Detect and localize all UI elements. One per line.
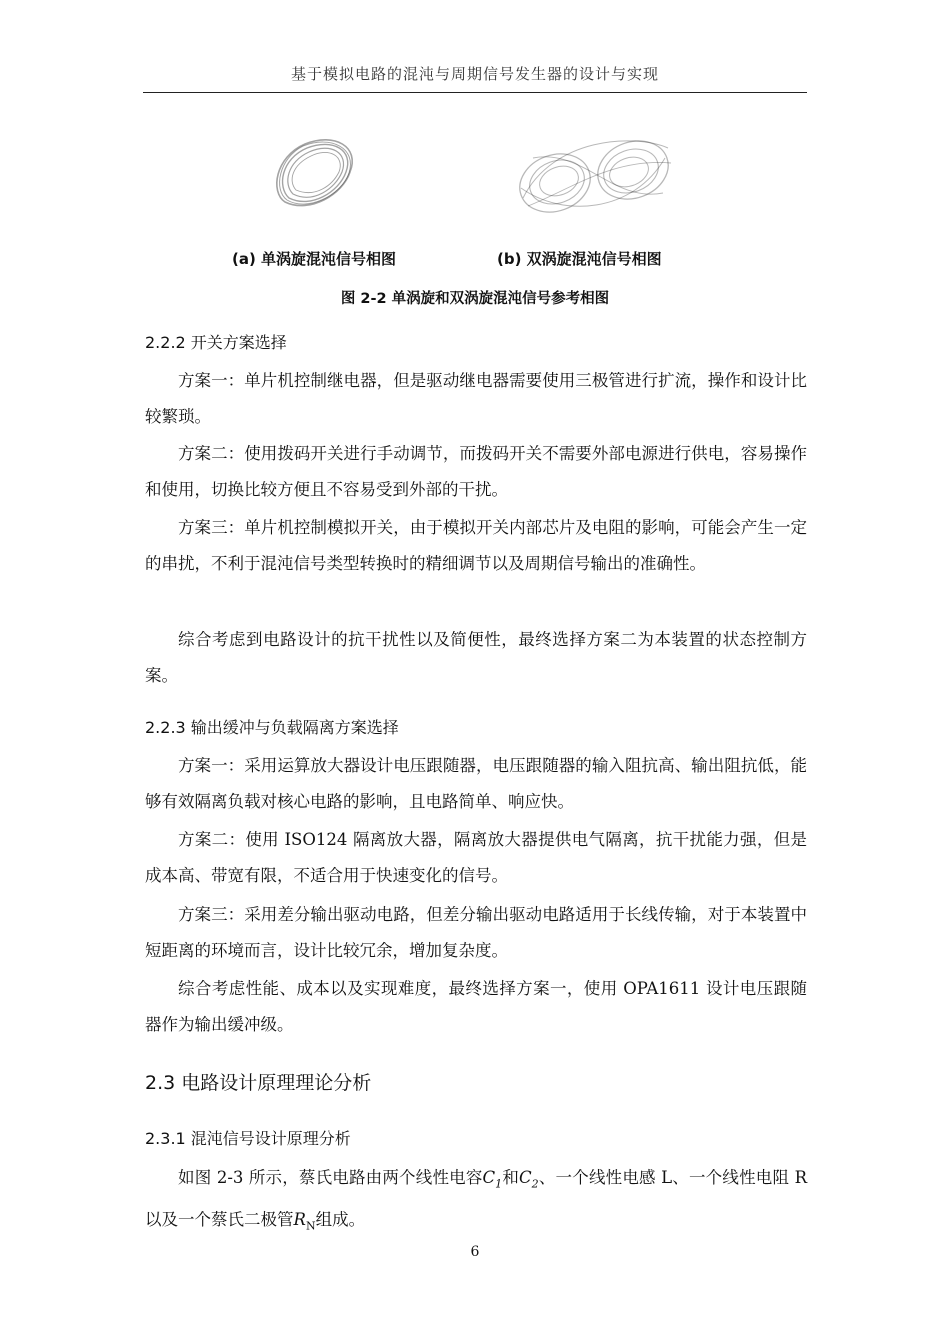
paragraph-2-2-2-conclusion: 综合考虑到电路设计的抗干扰性以及简便性，最终选择方案二为本装置的状态控制方案。 <box>145 630 807 685</box>
figure-caption-main: 图 2-2 单涡旋和双涡旋混沌信号参考相图 <box>340 291 610 307</box>
paragraph-2-2-3-conclusion: 综合考虑性能、成本以及实现难度，最终选择方案一，使用 OPA1611 设计电压跟随器作为输出缓冲级。 <box>145 979 807 1034</box>
intro-text-b: 和 <box>502 1168 520 1187</box>
intro-text-d: 组成。 <box>315 1210 366 1230</box>
figure-caption-b: (b) 双涡旋混沌信号相图 <box>497 250 662 268</box>
section-heading-2-2-2: 2.2.2 开关方案选择 <box>145 333 287 352</box>
paragraph-2-2-3-option2: 方案二：使用 ISO124 隔离放大器，隔离放大器提供电气隔离，抗干扰能力强，但是成本高、带宽有限，不适合用于快速变化的信号。 <box>145 830 807 885</box>
paragraph-2-2-2-option3: 方案三：单片机控制模拟开关，由于模拟开关内部芯片及电阻的影响，可能会产生一定的串扰，不利于混沌信号类型转换时的精细调节以及周期信号输出的准确性。 <box>145 518 807 573</box>
header-title: 基于模拟电路的混沌与周期信号发生器的设计与实现 <box>290 65 659 83</box>
section-heading-2-3-1: 2.3.1 混沌信号设计原理分析 <box>145 1129 351 1148</box>
paragraph-2-3-1-intro <box>145 1160 807 1245</box>
section-heading-2-3: 2.3 电路设计原理理论分析 <box>145 1072 372 1094</box>
page-header <box>143 60 807 93</box>
figure-caption-a: (a) 单涡旋混沌信号相图 <box>232 250 397 268</box>
page-number: 6 <box>470 1244 480 1260</box>
paragraph-2-2-3-option1: 方案一：采用运算放大器设计电压跟随器，电压跟随器的输入阻抗高、输出阻抗低，能够有效隔离负载对核心电路的影响，且电路简单、响应快。 <box>145 756 807 811</box>
single-scroll-attractor-image <box>265 132 360 217</box>
symbol-c1: $C_1$ <box>482 1168 503 1191</box>
symbol-rn: $R_N$ <box>293 1210 316 1233</box>
double-scroll-attractor-image <box>513 128 675 220</box>
intro-text-a: 如图 2-3 所示，蔡氏电路由两个线性电容 <box>178 1168 483 1187</box>
paragraph-2-2-3-option3: 方案三：采用差分输出驱动电路，但差分输出驱动电路适用于长线传输，对于本装置中短距离的环境而言，设计比较冗余，增加复杂度。 <box>145 905 807 960</box>
section-heading-2-2-3: 2.2.3 输出缓冲与负载隔离方案选择 <box>145 718 399 737</box>
paragraph-2-2-2-option2: 方案二：使用拨码开关进行手动调节，而拨码开关不需要外部电源进行供电，容易操作和使用，切换比较方便且不容易受到外部的干扰。 <box>145 444 807 499</box>
paragraph-2-2-2-option1: 方案一：单片机控制继电器，但是驱动继电器需要使用三极管进行扩流，操作和设计比较繁琐。 <box>145 371 807 426</box>
symbol-c2: $C_2$ <box>519 1168 539 1191</box>
intro-text-c: 、一个线性电感 L、一个线性电阻 R 以及一个蔡氏二极管 <box>145 1168 808 1230</box>
